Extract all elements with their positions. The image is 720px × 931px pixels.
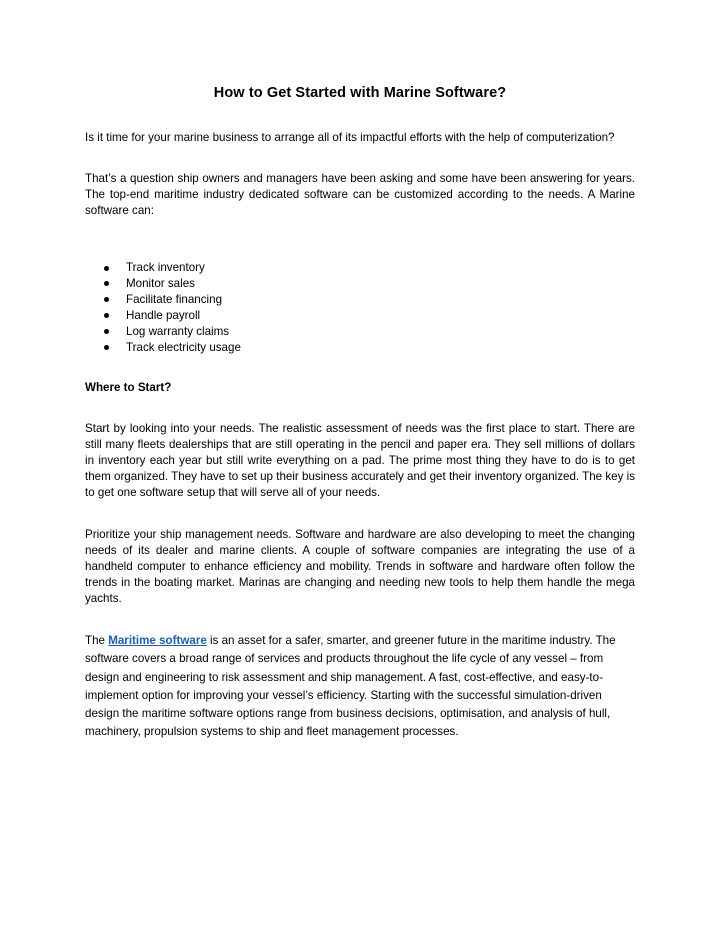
start-paragraph: Start by looking into your needs. The realistic assessment of needs was the first place to start. There are still many fleets dealerships that are still operating in the pencil and paper era. They sell millions of dollars in inventory each year but still write everything on a pad. The prime most thing they have to do is to get them organized. They have to set up their business accurately and get their inventory organized. The key is to get one software setup that will serve all of your needs. bbox=[85, 422, 635, 499]
list-item-label: Handle payroll bbox=[126, 308, 201, 322]
list-item bbox=[104, 292, 241, 308]
bullet-icon bbox=[104, 297, 109, 302]
page-title: How to Get Started with Marine Software? bbox=[213, 85, 507, 101]
list-item-label: Track inventory bbox=[126, 261, 205, 274]
list-item bbox=[104, 324, 241, 340]
section-heading: Where to Start? bbox=[85, 381, 172, 394]
capabilities-list bbox=[104, 260, 241, 355]
list-item bbox=[104, 260, 241, 276]
intro-question-paragraph: Is it time for your marine business to arrange all of its impactful efforts with the help of computerization? bbox=[85, 131, 615, 144]
list-item-label: Facilitate financing bbox=[126, 292, 223, 306]
paragraph-lead: The bbox=[85, 634, 109, 647]
bullet-icon bbox=[104, 329, 109, 334]
paragraph-body: is an asset for a safer, smarter, and greener future in the maritime industry. The software covers a broad range of services and products throughout the life cycle of any vessel – from design and engineering to risk assessment and ship management. A fast, cost-effective, and easy-to-implement option for improving your vessel’s efficiency. Starting with the successful simulation-driven design the maritime software options range from business decisions, optimisation, and analysis of hull, machinery, propulsion systems to ship and fleet management processes. bbox=[85, 634, 616, 739]
list-item-label: Log warranty claims bbox=[126, 324, 230, 338]
bullet-icon bbox=[104, 266, 109, 271]
list-item bbox=[104, 308, 241, 324]
maritime-software-paragraph bbox=[85, 632, 635, 742]
bullet-icon bbox=[104, 281, 109, 286]
maritime-software-link[interactable]: Maritime software bbox=[108, 634, 207, 647]
bullet-icon bbox=[104, 345, 109, 350]
bullet-icon bbox=[104, 313, 109, 318]
list-item bbox=[104, 276, 241, 292]
list-item bbox=[104, 340, 241, 356]
intro-answer-paragraph: That’s a question ship owners and managers have been asking and some have been answering for years. The top-end maritime industry dedicated software can be customized according to the needs. A Marine software can: bbox=[85, 172, 635, 217]
list-item-label: Track electricity usage bbox=[126, 340, 241, 354]
list-item-label: Monitor sales bbox=[126, 276, 195, 290]
prioritize-paragraph: Prioritize your ship management needs. Software and hardware are also developing to meet the changing needs of its dealer and marine clients. A couple of software companies are integrating the use of a handheld computer to enhance efficiency and mobility. Trends in software and hardware often follow the trends in the boating market. Marinas are changing and needing new tools to help them handle the mega yachts. bbox=[85, 528, 635, 605]
